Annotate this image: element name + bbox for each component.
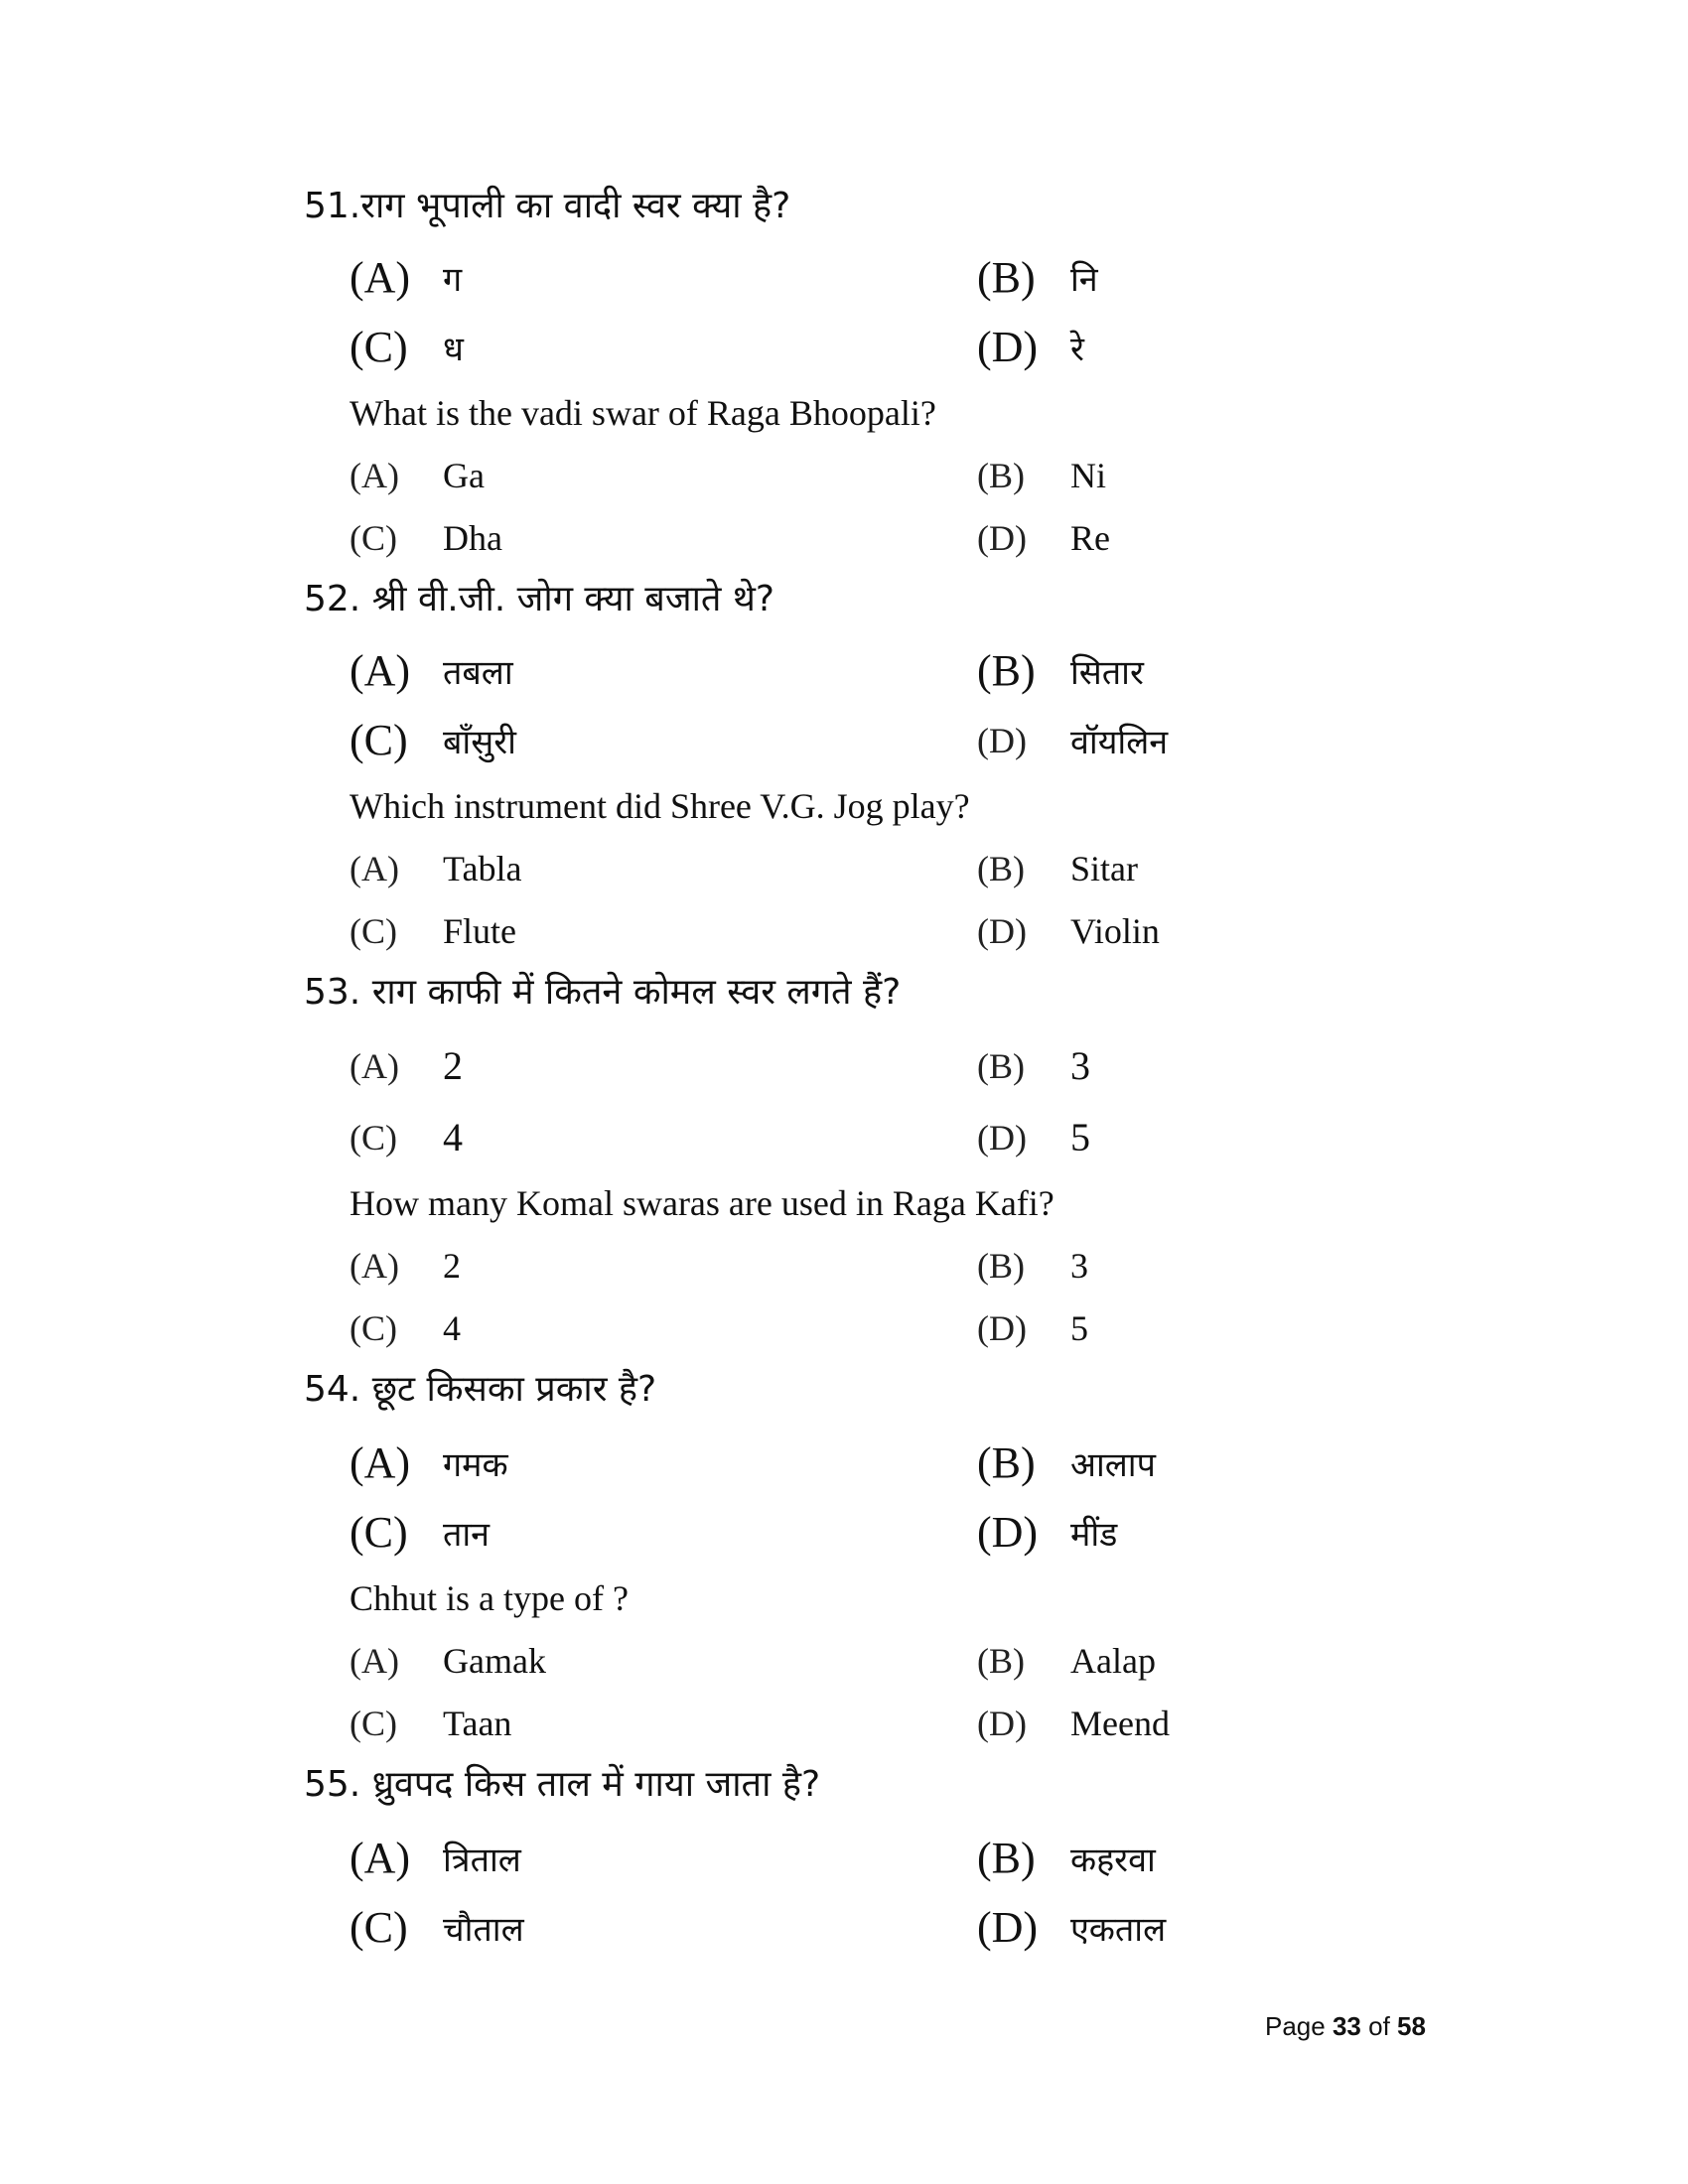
total-pages: 58 (1397, 2011, 1426, 2041)
question-53-hindi: 53. राग काफी में कितने कोमल स्वर लगते हैं? (304, 972, 902, 1013)
option-text: Taan (443, 1704, 512, 1743)
option-text: 4 (443, 1308, 461, 1348)
option-text: Aalap (1070, 1641, 1156, 1681)
option-letter: (A) (350, 1246, 399, 1286)
option-letter: (B) (977, 456, 1025, 495)
option-letter: (B) (977, 1834, 1036, 1882)
option-letter: (D) (977, 323, 1039, 371)
option-text: वॉयलिन (1070, 723, 1169, 762)
option-text: 3 (1070, 1246, 1088, 1286)
page-number-footer (1265, 2011, 1426, 2042)
option-text: Gamak (443, 1641, 546, 1681)
option-text: 2 (443, 1246, 461, 1286)
option-text: नि (1070, 260, 1098, 300)
current-page: 33 (1332, 2011, 1361, 2041)
question-51-hindi: 51.राग भूपाली का वादी स्वर क्या है? (304, 186, 791, 226)
option-letter: (A) (350, 253, 411, 302)
question-53-english: How many Komal swaras are used in Raga Kafi? (350, 1183, 1055, 1223)
option-text: रे (1070, 330, 1084, 369)
option-text: गमक (443, 1445, 508, 1485)
option-text: 3 (1070, 1043, 1090, 1088)
question-52-english: Which instrument did Shree V.G. Jog play? (350, 786, 970, 826)
option-letter: (C) (350, 1704, 397, 1743)
option-text: तबला (443, 653, 513, 693)
question-55-hindi: 55. ध्रुवपद किस ताल में गाया जाता है? (304, 1764, 821, 1805)
option-letter: (B) (977, 1641, 1025, 1681)
option-text: Ga (443, 456, 485, 495)
option-letter: (D) (977, 721, 1027, 760)
option-letter: (D) (977, 1704, 1027, 1743)
option-letter: (C) (350, 1903, 408, 1952)
option-letter: (B) (977, 849, 1025, 888)
option-letter: (B) (977, 253, 1036, 302)
option-letter: (D) (977, 1903, 1039, 1952)
option-letter: (C) (350, 716, 408, 764)
option-text: 5 (1070, 1308, 1088, 1348)
option-text: Re (1070, 518, 1110, 558)
option-text: Flute (443, 911, 517, 951)
option-letter: (D) (977, 1118, 1027, 1158)
option-letter: (B) (977, 1438, 1036, 1487)
option-text: Sitar (1070, 849, 1138, 888)
option-letter: (C) (350, 323, 408, 371)
option-text: सितार (1070, 653, 1144, 693)
option-letter: (B) (977, 646, 1036, 695)
option-letter: (C) (350, 518, 397, 558)
option-letter: (D) (977, 1508, 1039, 1557)
option-letter: (A) (350, 456, 399, 495)
question-51-english: What is the vadi swar of Raga Bhoopali? (350, 393, 936, 433)
page-label: Page (1265, 2011, 1326, 2041)
option-letter: (C) (350, 1508, 408, 1557)
page-of-label: of (1368, 2011, 1390, 2041)
option-letter: (A) (350, 1438, 411, 1487)
option-text: मींड (1070, 1515, 1118, 1555)
question-54-hindi: 54. छूट किसका प्रकार है? (304, 1369, 657, 1410)
option-text: चौताल (443, 1910, 524, 1950)
option-text: एकताल (1070, 1910, 1167, 1950)
option-text: Tabla (443, 849, 522, 888)
option-letter: (C) (350, 911, 397, 951)
option-text: आलाप (1070, 1445, 1156, 1485)
option-text: तान (443, 1515, 491, 1555)
option-letter: (A) (350, 849, 399, 888)
option-text: ग (443, 260, 463, 300)
option-text: Ni (1070, 456, 1106, 495)
option-letter: (A) (350, 1046, 399, 1086)
option-text: 5 (1070, 1115, 1090, 1160)
option-letter: (A) (350, 1641, 399, 1681)
option-text: Meend (1070, 1704, 1170, 1743)
option-letter: (D) (977, 911, 1027, 951)
option-text: ध (443, 330, 464, 369)
option-text: कहरवा (1070, 1841, 1156, 1880)
question-54-english: Chhut is a type of ? (350, 1578, 629, 1618)
option-text: बाँसुरी (443, 723, 516, 762)
option-text: 4 (443, 1115, 463, 1160)
option-letter: (D) (977, 1308, 1027, 1348)
option-text: त्रिताल (443, 1841, 521, 1880)
option-letter: (C) (350, 1308, 397, 1348)
option-letter: (A) (350, 1834, 411, 1882)
option-letter: (B) (977, 1246, 1025, 1286)
option-letter: (B) (977, 1046, 1025, 1086)
option-text: Violin (1070, 911, 1160, 951)
option-text: Dha (443, 518, 502, 558)
question-52-hindi: 52. श्री वी.जी. जोग क्या बजाते थे? (304, 579, 774, 619)
option-letter: (A) (350, 646, 411, 695)
option-letter: (D) (977, 518, 1027, 558)
option-text: 2 (443, 1043, 463, 1088)
option-letter: (C) (350, 1118, 397, 1158)
